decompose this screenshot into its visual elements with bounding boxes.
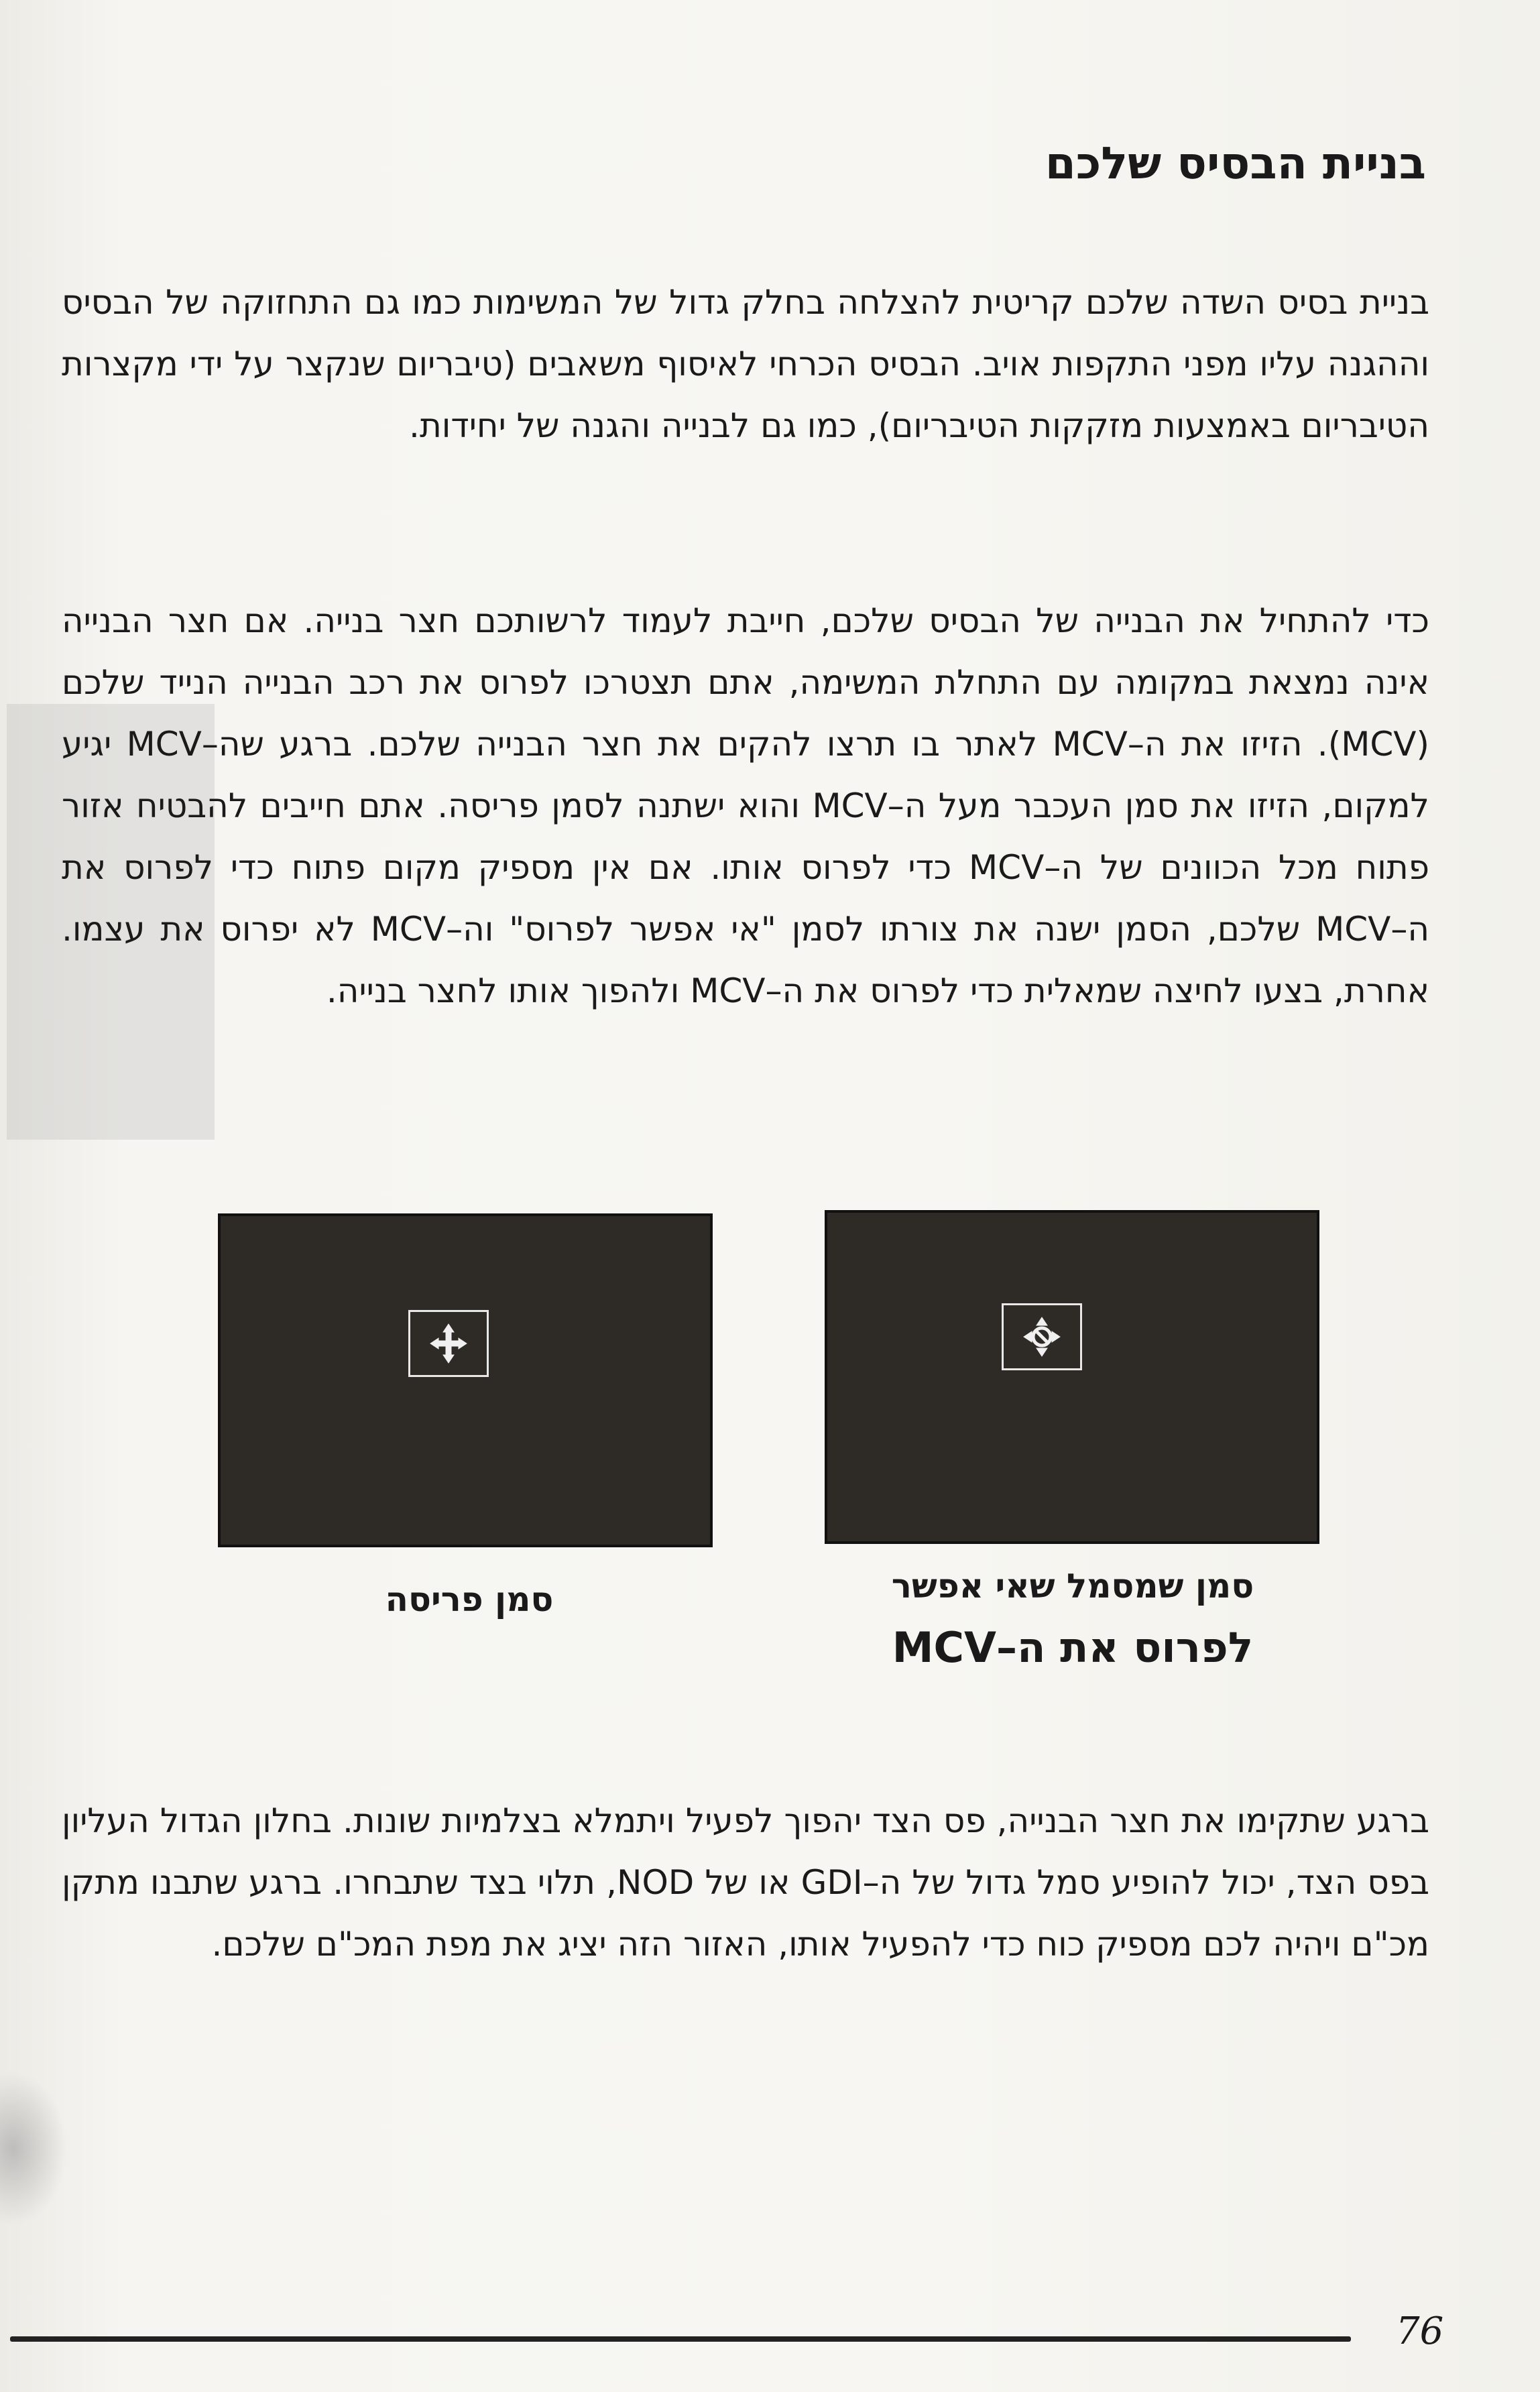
page-number: 76 <box>1396 2310 1444 2353</box>
cannot-deploy-cursor-icon <box>1004 1305 1080 1368</box>
cursor-frame <box>1002 1303 1082 1370</box>
deploy-cursor-icon <box>410 1312 487 1375</box>
figure-caption-deploy: סמן פריסה <box>385 1580 554 1619</box>
cannot-deploy-cursor-screenshot <box>825 1210 1319 1544</box>
caption-line: לפרוס את ה–MCV <box>892 1623 1254 1672</box>
footer-rule <box>10 2336 1351 2342</box>
scan-stain <box>0 2072 67 2226</box>
figure-caption-cannot-deploy <box>818 1555 1327 1679</box>
paragraph-sidebar: ברגע שתקימו את חצר הבנייה, פס הצד יהפוך לפעיל ויתמלא בצלמיות שונות. בחלון הגדול העליון בפס הצד, יכול להופיע סמל גדול של ה–GDI או של NOD, תלוי בצד שתבחרו. ברגע שתבנו מתקן מכ"ם ויהיה לכם מספיק כוח כדי להפעיל אותו, האזור הזה יציג את מפת המכ"ם שלכם. <box>62 1801 1429 1964</box>
page-title: בניית הבסיס שלכם <box>1045 137 1426 189</box>
cursor-frame <box>408 1310 489 1377</box>
paragraph-construction-yard: כדי להתחיל את הבנייה של הבסיס שלכם, חייבת לעמוד לרשותכם חצר בנייה. אם חצר הבנייה אינה נמצאת במקומה עם התחלת המשימה, אתם תצטרכו לפרוס את רכב הבנייה הנייד שלכם (MCV). הזיזו את ה–MCV לאתר בו תרצו להקים את חצר הבנייה שלכם. ברגע שה–MCV יגיע למקום, הזיזו את סמן העכבר מעל ה–MCV והוא ישתנה לסמן פריסה. אתם חייבים להבטיח אזור פתוח מכל הכוונים של ה–MCV כדי לפרוס אותו. אם אין מספיק מקום פתוח כדי לפרוס את ה–MCV שלכם, הסמן ישנה את צורתו לסמן "אי אפשר לפרוס" וה–MCV לא יפרוס את עצמו. אחרת, בצעו לחיצה שמאלית כדי לפרוס את ה–MCV ולהפוך אותו לחצר בנייה. <box>62 601 1430 1010</box>
deploy-cursor-screenshot <box>218 1213 713 1547</box>
caption-line: סמן שמסמל שאי אפשר <box>891 1567 1254 1606</box>
paragraph-intro: בניית בסיס השדה שלכם קריטית להצלחה בחלק גדול של המשימות כמו גם התחזוקה של הבסיס וההגנה עליו מפני התקפות אויב. הבסיס הכרחי לאיסוף משאבים (טיבריום שנקצר על ידי מקצרות הטיבריום באמצעות מזקקות הטיבריום), כמו גם לבנייה והגנה של יחידות. <box>62 283 1429 445</box>
